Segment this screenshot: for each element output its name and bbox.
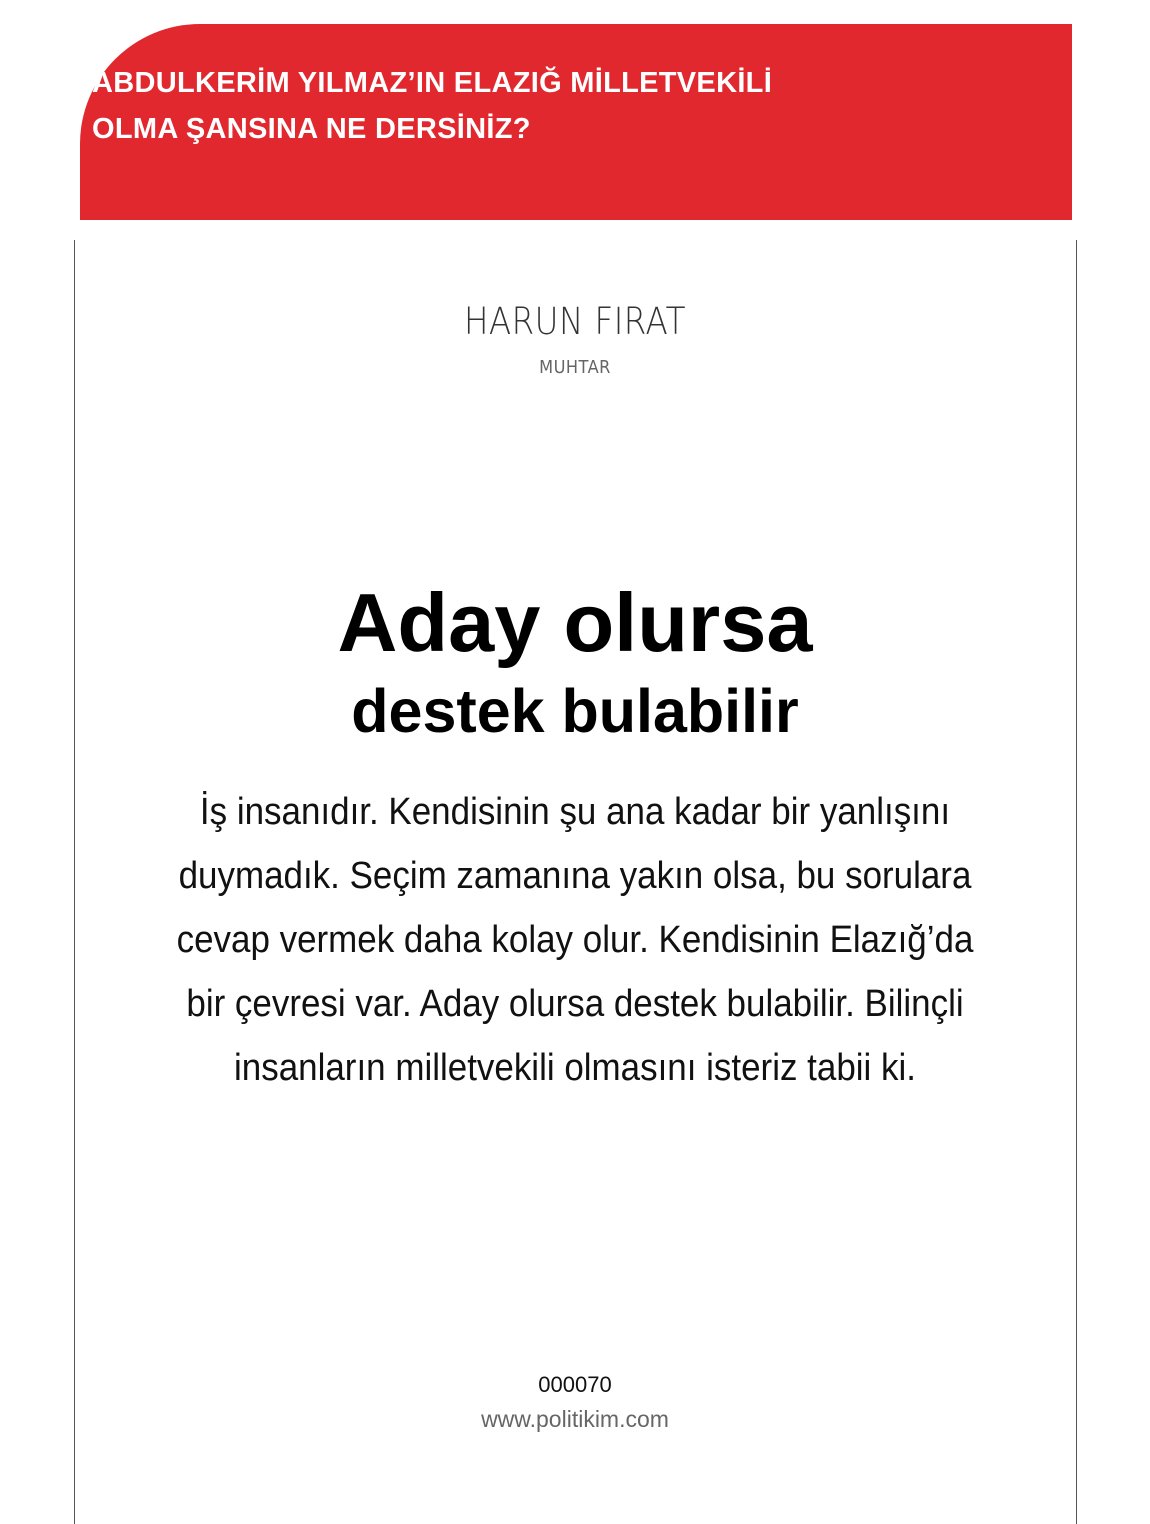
body-line: insanların milletvekili olmasını isteriz tabii ki. xyxy=(234,1047,916,1089)
headline-line-2: destek bulabilir xyxy=(351,677,799,745)
left-divider xyxy=(74,240,75,1524)
body-line: İş insanıdır. Kendisinin şu ana kadar bir yanlışını xyxy=(199,791,951,833)
document-code: 000070 xyxy=(538,1372,612,1397)
body-line: duymadık. Seçim zamanına yakın olsa, bu sorulara xyxy=(178,855,972,897)
website-url: www.politikim.com xyxy=(481,1406,669,1432)
person-name: HARUN FIRAT xyxy=(463,300,687,343)
survey-question xyxy=(92,60,952,152)
question-line-2: OLMA ŞANSINA NE DERSİNİZ? xyxy=(92,113,531,145)
question-line-1: ABDULKERİM YILMAZ’IN ELAZIĞ MİLLETVEKİLİ xyxy=(92,67,773,99)
headline-line-1: Aday olursa xyxy=(337,576,813,669)
body-paragraph xyxy=(156,780,993,1100)
person-title: MUHTAR xyxy=(539,357,611,378)
body-line: bir çevresi var. Aday olursa destek bulabilir. Bilinçli xyxy=(186,983,964,1025)
body-line: cevap vermek daha kolay olur. Kendisinin Elazığ’da xyxy=(176,919,974,961)
right-divider xyxy=(1076,240,1077,1524)
